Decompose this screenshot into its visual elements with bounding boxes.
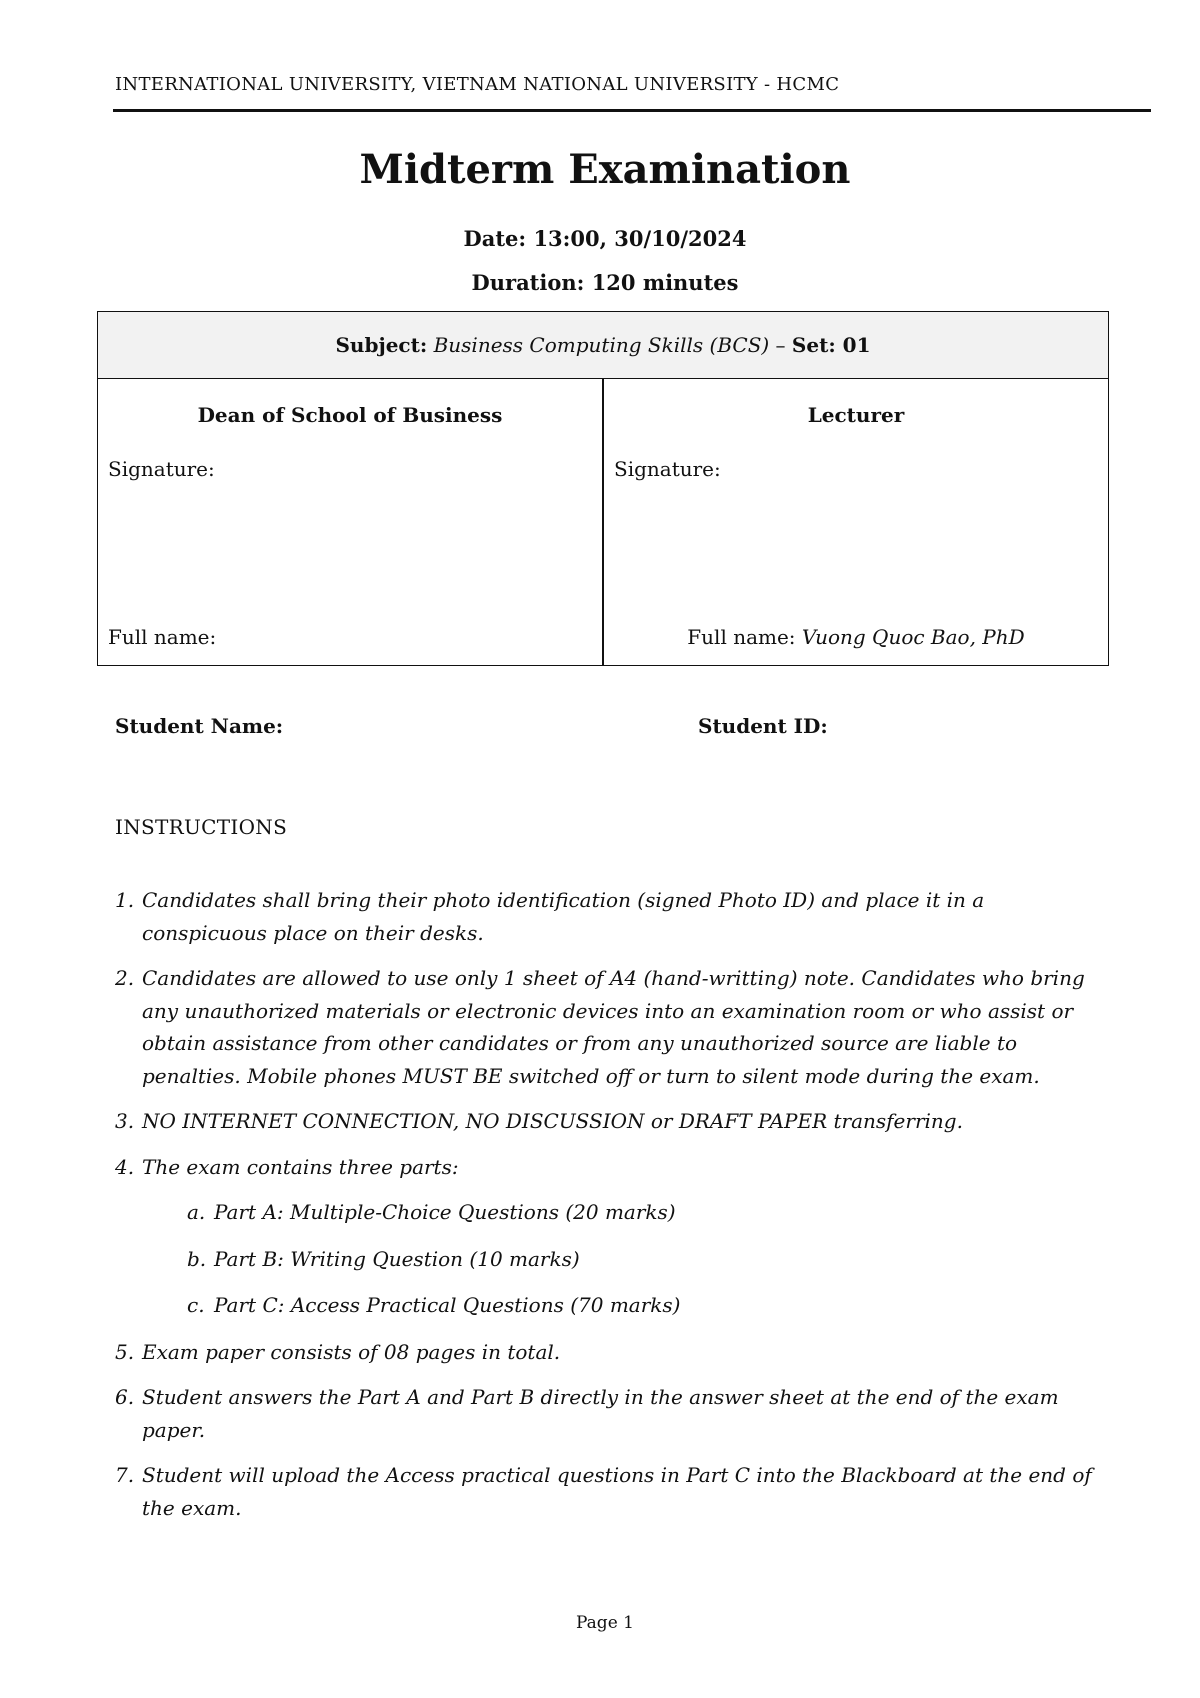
instruction-item (115, 1105, 1115, 1138)
instruction-number: 1. (115, 888, 135, 912)
instruction-number: 2. (115, 966, 135, 990)
exam-info-table (97, 311, 1109, 666)
instruction-text: The exam contains three parts: (142, 1154, 459, 1179)
set-label: Set: 01 (791, 333, 871, 357)
exam-part-text: Part B: Writing Question (10 marks) (214, 1246, 580, 1271)
instruction-number: 5. (115, 1339, 135, 1364)
exam-title: Midterm Examination (359, 146, 851, 193)
exam-part-text: Part A: Multiple-Choice Questions (20 marks) (214, 1200, 676, 1224)
student-name-label: Student Name: (115, 714, 284, 738)
instruction-item (115, 1151, 1115, 1322)
institution-header: INTERNATIONAL UNIVERSITY, VIETNAM NATIONAL UNIVERSITY - HCMC (115, 74, 840, 95)
student-id-label: Student ID: (698, 714, 828, 738)
dean-heading: Dean of School of Business (197, 403, 503, 427)
instruction-text: Candidates are allowed to use only 1 sheet of A4 (hand-writting) note. Candidates who bring any unauthorized materials or electronic devices into an examination room or who assist or obtain assistance from other candidates or from any unauthorized source are liable to penalties. Mobile phones MUST BE switched off or turn to silent mode during the exam. (142, 966, 1085, 1088)
instruction-item (115, 962, 1115, 1092)
instruction-text: Student will upload the Access practical questions in Part C into the Blackboard at the end of the exam. (142, 1463, 1092, 1520)
exam-part-item (142, 1196, 1115, 1229)
exam-part-letter: b. (187, 1246, 207, 1271)
instruction-item (115, 1459, 1115, 1524)
instruction-number: 4. (115, 1154, 135, 1179)
exam-duration: Duration: 120 minutes (471, 270, 739, 295)
lecturer-signature-label: Signature: (614, 457, 721, 481)
instruction-number: 6. (115, 1385, 135, 1409)
instruction-item (115, 884, 1115, 949)
instruction-text: Candidates shall bring their photo identification (signed Photo ID) and place it in a conspicuous place on their desks. (142, 888, 985, 945)
lecturer-fullname-value: Vuong Quoc Bao, PhD (801, 625, 1025, 649)
instructions-heading: INSTRUCTIONS (115, 815, 288, 839)
instruction-text: Exam paper consists of 08 pages in total. (142, 1339, 561, 1364)
subject-row (98, 312, 1108, 379)
instruction-number: 3. (115, 1109, 135, 1133)
exam-date: Date: 13:00, 30/10/2024 (463, 226, 747, 251)
exam-part-letter: c. (187, 1293, 205, 1317)
instruction-item (115, 1381, 1115, 1446)
instruction-text: Student answers the Part A and Part B directly in the answer sheet at the end of the exam paper. (142, 1385, 1059, 1442)
exam-parts-list (142, 1196, 1115, 1322)
exam-part-text: Part C: Access Practical Questions (70 marks) (214, 1293, 681, 1317)
set-separator: – (769, 333, 792, 357)
instructions-list (115, 884, 1115, 1537)
lecturer-fullname (604, 625, 1108, 649)
subject-value: Business Computing Skills (BCS) (433, 333, 770, 357)
dean-signature-label: Signature: (108, 457, 215, 481)
instruction-text: NO INTERNET CONNECTION, NO DISCUSSION or DRAFT PAPER transferring. (142, 1109, 963, 1133)
subject-label: Subject: (335, 333, 428, 357)
exam-part-letter: a. (187, 1200, 206, 1224)
dean-fullname-label: Full name: (108, 625, 217, 649)
page-number: Page 1 (576, 1613, 634, 1633)
dean-cell (98, 379, 602, 665)
lecturer-cell (604, 379, 1108, 665)
exam-part-item (142, 1289, 1115, 1322)
lecturer-heading: Lecturer (807, 403, 905, 427)
instruction-number: 7. (115, 1463, 135, 1487)
instruction-item (115, 1336, 1115, 1369)
header-divider (113, 109, 1151, 112)
lecturer-fullname-label: Full name: (687, 625, 796, 649)
exam-part-item (142, 1243, 1115, 1276)
